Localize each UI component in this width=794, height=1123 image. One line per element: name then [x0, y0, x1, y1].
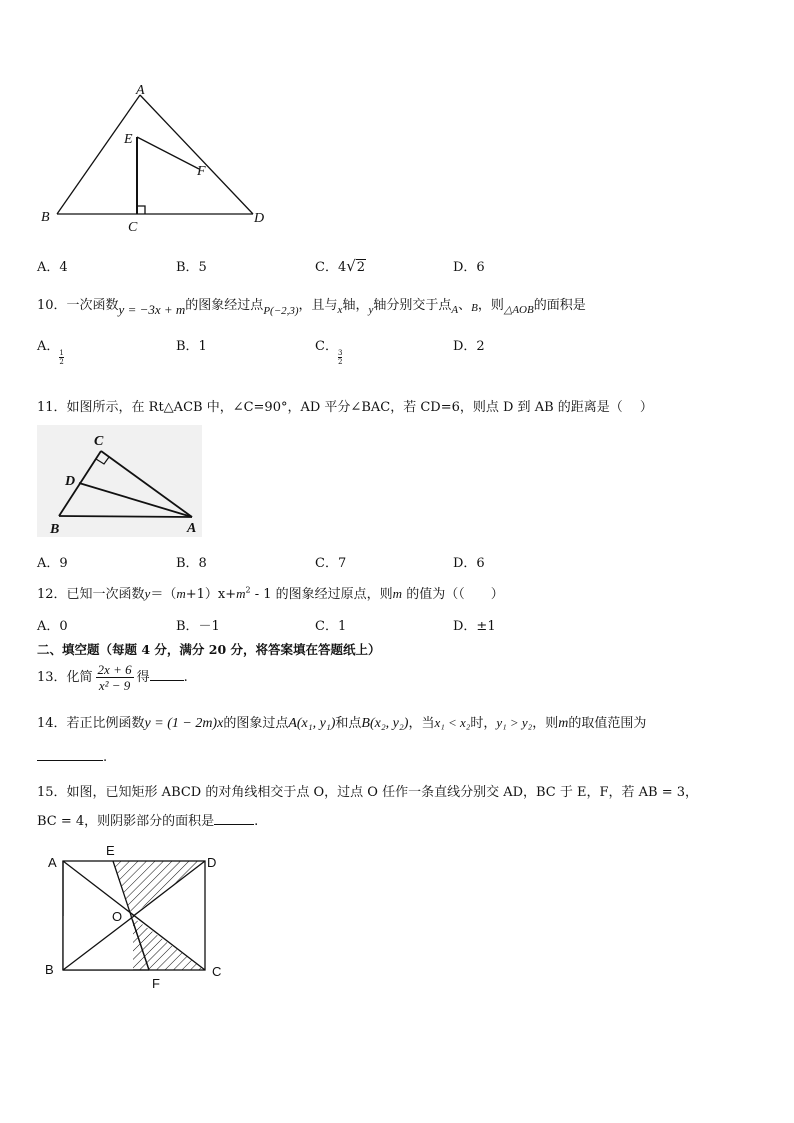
- q9-option-c-radicand: 2: [356, 260, 366, 275]
- q10-function: y = −3x + m: [118, 302, 186, 317]
- q14-text-4: 时，: [470, 716, 497, 731]
- label-E: E: [124, 132, 133, 147]
- figure-q9: [36, 80, 276, 240]
- q11-option-c: C．7: [315, 556, 347, 571]
- q10-y: y: [368, 304, 374, 316]
- q12-m3: m: [392, 586, 403, 601]
- q12-text-d: - 1 的图象经过原点，则: [250, 587, 393, 602]
- q9-option-c-prefix: C．4: [315, 260, 347, 275]
- section-2-heading: 二、填空题（每题 4 分，满分 20 分，将答案填在答题纸上）: [37, 642, 381, 657]
- figure-q11: [37, 425, 202, 537]
- q14-condition-2: y₁ > y₂: [496, 715, 533, 730]
- q12-text-a: 12．已知一次函数: [37, 587, 145, 602]
- q14-condition-1: x₁ < x₂: [434, 715, 471, 730]
- label-D: D: [207, 855, 217, 870]
- q10-x: x: [337, 304, 343, 316]
- figure-q15: [40, 840, 240, 995]
- label-C: C: [212, 964, 222, 979]
- q12-option-c: C．1: [315, 619, 347, 634]
- q13-answer-blank[interactable]: [150, 668, 184, 681]
- q10-option-c-den: 2: [337, 358, 343, 366]
- q10-option-a-fraction: [59, 349, 63, 366]
- q14-text-end: 的取值范围为: [568, 716, 647, 731]
- label-A: A: [136, 83, 145, 98]
- label-D: D: [65, 474, 76, 489]
- q12-text-b: ＝（: [150, 587, 177, 602]
- q10-option-a-num: 1: [59, 349, 64, 357]
- q13-numerator: 2x + 6: [97, 662, 132, 677]
- q9-option-c: C．4√2: [315, 257, 366, 275]
- q10-option-a: [37, 335, 64, 366]
- q10-text-1: 的图象经过点: [185, 298, 264, 313]
- q10-triangle: △AOB: [503, 304, 534, 316]
- q10-text-end: 的面积是: [533, 298, 586, 313]
- question-15-line-2: [37, 810, 258, 829]
- label-B: B: [41, 210, 50, 225]
- q10-text-2: ，且与: [298, 298, 338, 313]
- q9-option-a: A．4: [37, 260, 68, 275]
- q15-answer-blank[interactable]: [214, 812, 254, 825]
- q10-option-c-fraction: [338, 349, 342, 366]
- q10-text-4: 轴分别交于点: [373, 298, 452, 313]
- label-D: D: [254, 211, 265, 226]
- q14-point-B: B(x₂, y₂): [361, 716, 409, 731]
- q14-line2-end: .: [103, 750, 108, 765]
- label-B: B: [50, 522, 60, 537]
- label-A: A: [48, 855, 57, 870]
- q10-A: A: [451, 304, 459, 316]
- q9-option-d: D．6: [453, 260, 485, 275]
- q14-text-5: ，则: [532, 716, 559, 731]
- q13-suffix: 得: [136, 670, 150, 685]
- q12-text-e: 的值为（（ ）: [402, 587, 504, 602]
- q14-text-3: ，当: [408, 716, 435, 731]
- q12-m2: m: [236, 586, 246, 601]
- label-C: C: [128, 220, 138, 235]
- label-C: C: [94, 434, 104, 449]
- label-F: F: [197, 164, 206, 179]
- q10-text-5: ，则: [477, 298, 504, 313]
- q10-B: B: [471, 302, 478, 314]
- q14-answer-blank[interactable]: [37, 748, 103, 761]
- question-13: [37, 662, 188, 693]
- q10-option-b: B．1: [176, 339, 207, 354]
- q12-m1: m: [176, 586, 186, 601]
- question-14-line-2: [37, 748, 107, 765]
- q15-line2-text: BC = 4，则阴影部分的面积是: [37, 814, 215, 829]
- q11-option-b: B．8: [176, 556, 207, 571]
- q14-prefix: 14．若正比例函数: [37, 716, 145, 731]
- q10-sep: 、: [458, 298, 472, 313]
- q12-option-d: D．±1: [453, 619, 496, 634]
- q10-option-c-num: 3: [337, 349, 343, 357]
- q13-fraction: [96, 662, 134, 693]
- q12-text-c: +1）x+: [185, 587, 237, 602]
- label-O: O: [112, 909, 123, 924]
- q9-option-b: B．5: [176, 260, 207, 275]
- q12-y: y: [144, 586, 151, 601]
- question-15: 15．如图，已知矩形 ABCD 的对角线相交于点 O，过点 O 任作一条直线分别交 AD，BC 于 E，F，若 AB = 3，: [37, 785, 699, 800]
- q12-option-b: B．－1: [176, 619, 220, 634]
- q10-option-c: [315, 335, 342, 366]
- q13-denominator: x² − 9: [98, 678, 131, 693]
- q12-sup: 2: [245, 585, 251, 595]
- q13-prefix: 13．化简: [37, 670, 93, 685]
- label-B: B: [45, 962, 54, 977]
- q14-text-2: 和点: [335, 716, 362, 731]
- q15-end: .: [254, 814, 259, 829]
- q11-option-a: A．9: [37, 556, 68, 571]
- q10-number: 10．一次函数: [37, 298, 119, 313]
- q14-function: y = (1 − 2m)x: [144, 716, 224, 731]
- q14-text-1: 的图象过点: [223, 716, 289, 731]
- q14-m: m: [558, 716, 569, 731]
- q10-point: P(−2,3): [263, 305, 299, 317]
- q10-text-3: 轴，: [342, 298, 369, 313]
- label-F: F: [152, 976, 160, 991]
- question-14: [37, 712, 646, 732]
- label-A: A: [187, 521, 197, 536]
- question-12: [37, 583, 504, 602]
- q12-option-a: A．0: [37, 619, 68, 634]
- label-E: E: [106, 843, 115, 858]
- q10-option-c-label: C．: [315, 339, 338, 354]
- q10-option-a-label: A．: [37, 339, 60, 354]
- q11-option-d: D．6: [453, 556, 485, 571]
- q10-option-d: D．2: [453, 339, 485, 354]
- q13-end: .: [183, 670, 188, 685]
- q10-option-a-den: 2: [59, 358, 64, 366]
- question-10: [37, 294, 586, 318]
- q14-point-A: A(x₁, y₁): [288, 716, 336, 731]
- question-11: 11．如图所示，在 Rt△ACB 中，∠C=90°，AD 平分∠BAC，若 CD=6，则点 D 到 AB 的距离是（ ）: [37, 400, 653, 415]
